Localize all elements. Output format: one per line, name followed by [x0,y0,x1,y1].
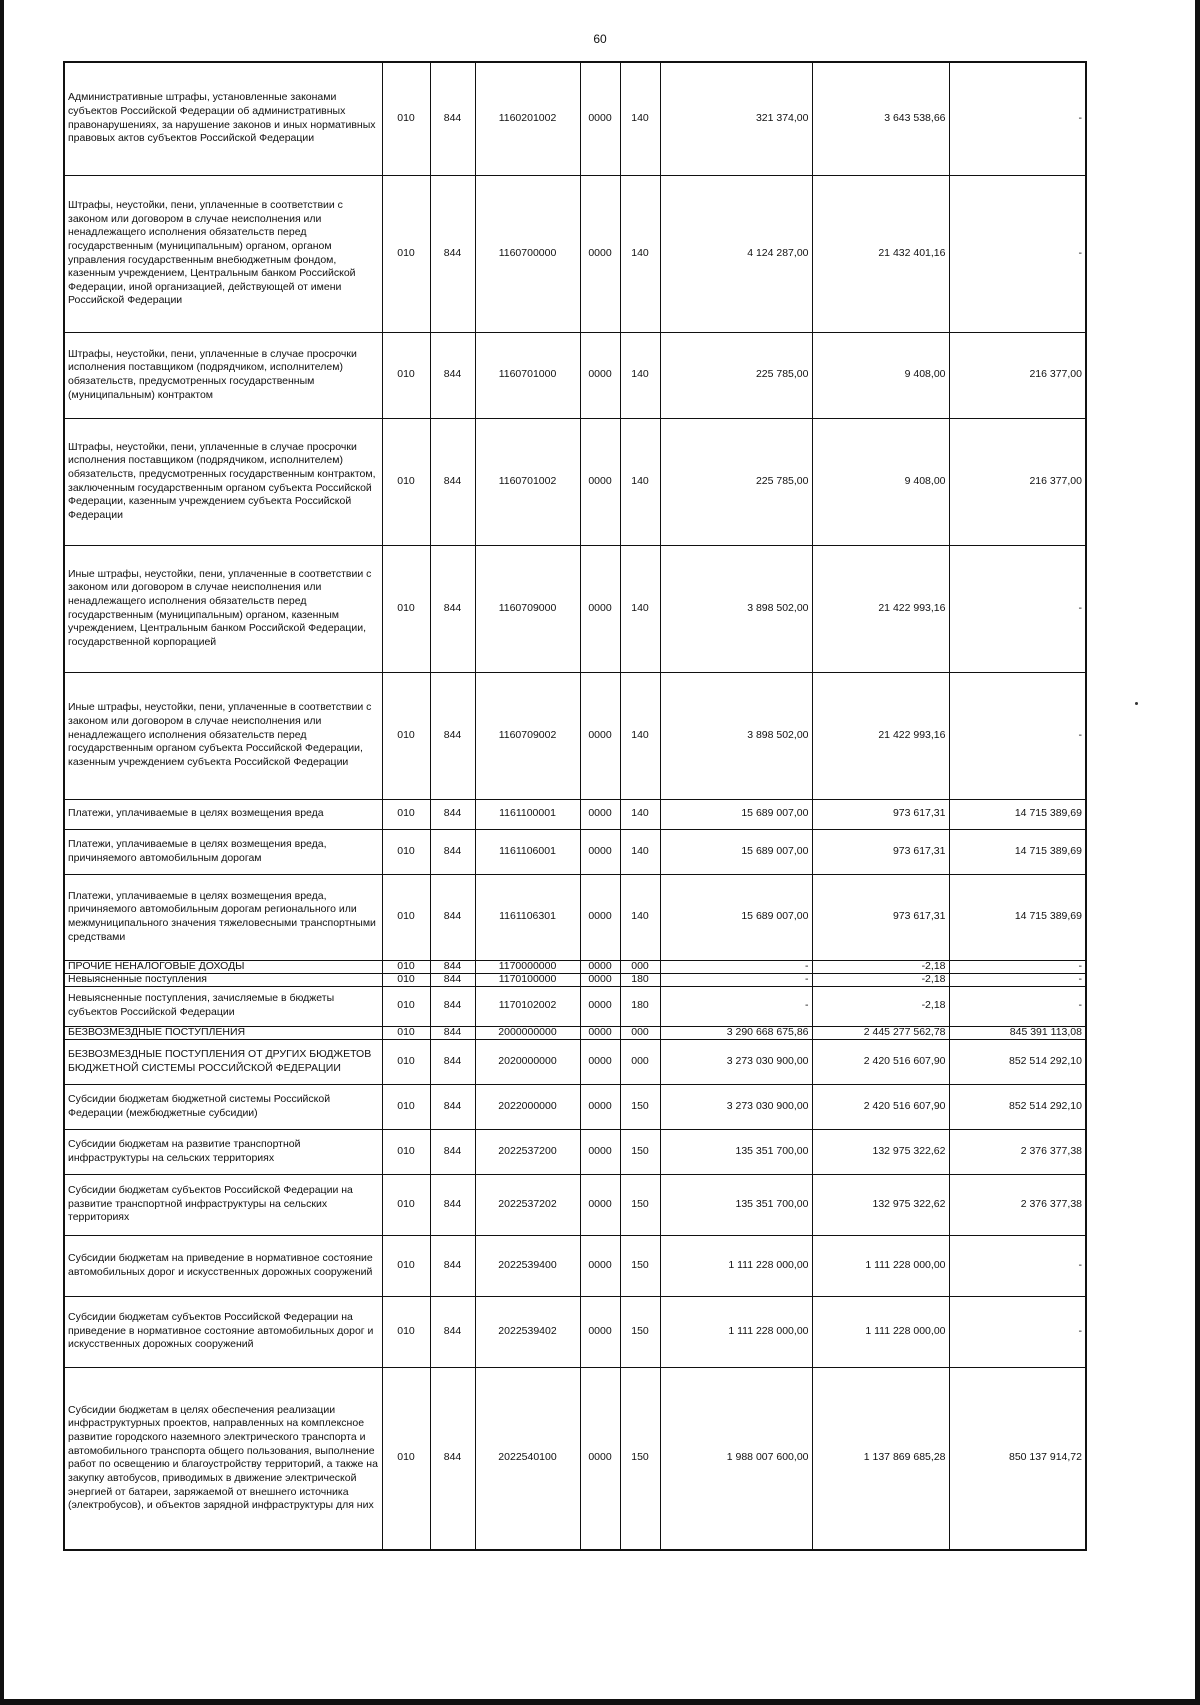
cell-code-5: 140 [620,672,660,799]
cell-code-4: 0000 [580,1084,620,1129]
row-description: Иные штрафы, неустойки, пени, уплаченные в соответствии с законом или договором в случае неисполнения или ненадлежащего исполнения обязательств перед государственным органом субъекта Российской Федерации, казенным учреждением субъекта Российской Федерации [64,672,382,799]
cell-code-1: 010 [382,1235,430,1296]
cell-code-4: 0000 [580,1039,620,1084]
cell-code-1: 010 [382,545,430,672]
cell-value-1: 3 290 668 675,86 [660,1026,812,1039]
cell-value-3: 2 376 377,38 [949,1174,1086,1235]
cell-code-2: 844 [430,986,475,1026]
cell-code-3: 1161106001 [475,829,580,874]
cell-value-3: - [949,960,1086,973]
cell-value-1: 15 689 007,00 [660,829,812,874]
cell-value-2: 21 422 993,16 [812,545,949,672]
cell-value-1: 15 689 007,00 [660,874,812,960]
table-row [64,874,1086,960]
cell-value-1: - [660,986,812,1026]
row-description: Субсидии бюджетам на приведение в нормативное состояние автомобильных дорог и искусственных дорожных сооружений [64,1235,382,1296]
cell-code-3: 2022539400 [475,1235,580,1296]
row-description: Административные штрафы, установленные законами субъектов Российской Федерации об административных правонарушениях, за нарушение законов и иных нормативных правовых актов субъектов Российской Федерации [64,62,382,175]
cell-code-4: 0000 [580,1235,620,1296]
cell-value-2: 2 445 277 562,78 [812,1026,949,1039]
cell-code-1: 010 [382,1174,430,1235]
cell-value-3: 14 715 389,69 [949,829,1086,874]
row-description: Субсидии бюджетам бюджетной системы Российской Федерации (межбюджетные субсидии) [64,1084,382,1129]
row-description: Платежи, уплачиваемые в целях возмещения вреда, причиняемого автомобильным дорогам регионального или межмуниципального значения тяжеловесными транспортными средствами [64,874,382,960]
cell-value-1: 1 988 007 600,00 [660,1367,812,1550]
cell-code-3: 1160709002 [475,672,580,799]
cell-code-2: 844 [430,332,475,418]
table-row [64,960,1086,973]
cell-code-4: 0000 [580,1129,620,1174]
cell-value-2: 3 643 538,66 [812,62,949,175]
cell-value-2: 9 408,00 [812,418,949,545]
table-row [64,1367,1086,1550]
cell-code-3: 2022537202 [475,1174,580,1235]
cell-code-4: 0000 [580,1174,620,1235]
row-description: Платежи, уплачиваемые в целях возмещения вреда, причиняемого автомобильным дорогам [64,829,382,874]
cell-code-2: 844 [430,1367,475,1550]
row-description: БЕЗВОЗМЕЗДНЫЕ ПОСТУПЛЕНИЯ ОТ ДРУГИХ БЮДЖЕТОВ БЮДЖЕТНОЙ СИСТЕМЫ РОССИЙСКОЙ ФЕДЕРАЦИИ [64,1039,382,1084]
cell-value-2: 1 111 228 000,00 [812,1296,949,1367]
cell-code-1: 010 [382,874,430,960]
cell-code-3: 2022537200 [475,1129,580,1174]
row-description: Штрафы, неустойки, пени, уплаченные в соответствии с законом или договором в случае неисполнения или ненадлежащего исполнения обязательств перед государственным (муниципальным) органом, органом управления государственным внебюджетным фондом, казенным учреждением, Центральным банком Российской Федерации, иной организацией, действующей от имени Российской Федерации [64,175,382,332]
cell-value-2: 2 420 516 607,90 [812,1039,949,1084]
table-row [64,986,1086,1026]
cell-value-1: 3 273 030 900,00 [660,1084,812,1129]
cell-code-3: 1170000000 [475,960,580,973]
cell-code-3: 2022539402 [475,1296,580,1367]
cell-code-1: 010 [382,829,430,874]
cell-code-4: 0000 [580,62,620,175]
cell-code-3: 1161106301 [475,874,580,960]
cell-value-3: - [949,545,1086,672]
cell-code-5: 140 [620,62,660,175]
cell-code-5: 150 [620,1296,660,1367]
cell-value-1: - [660,973,812,986]
cell-code-2: 844 [430,1039,475,1084]
row-description: Субсидии бюджетам субъектов Российской Федерации на приведение в нормативное состояние автомобильных дорог и искусственных дорожных сооружений [64,1296,382,1367]
cell-code-2: 844 [430,1129,475,1174]
cell-value-1: 4 124 287,00 [660,175,812,332]
cell-code-4: 0000 [580,1367,620,1550]
cell-code-5: 140 [620,874,660,960]
cell-code-2: 844 [430,672,475,799]
table-row [64,1084,1086,1129]
cell-code-1: 010 [382,1084,430,1129]
cell-code-2: 844 [430,960,475,973]
cell-value-3: 14 715 389,69 [949,799,1086,829]
cell-code-1: 010 [382,973,430,986]
cell-code-5: 000 [620,1039,660,1084]
cell-value-3: 2 376 377,38 [949,1129,1086,1174]
cell-value-3: - [949,672,1086,799]
cell-code-1: 010 [382,1129,430,1174]
cell-code-2: 844 [430,973,475,986]
cell-value-1: 321 374,00 [660,62,812,175]
row-description: Иные штрафы, неустойки, пени, уплаченные в соответствии с законом или договором в случае неисполнения или ненадлежащего исполнения обязательств перед государственным (муниципальным) органом, казенным учреждением, Центральным банком Российской Федерации, государственной корпорацией [64,545,382,672]
cell-code-4: 0000 [580,874,620,960]
cell-value-1: 3 898 502,00 [660,672,812,799]
cell-code-2: 844 [430,1174,475,1235]
cell-code-1: 010 [382,1296,430,1367]
cell-code-2: 844 [430,1235,475,1296]
row-description: ПРОЧИЕ НЕНАЛОГОВЫЕ ДОХОДЫ [64,960,382,973]
cell-code-2: 844 [430,1084,475,1129]
cell-code-3: 2000000000 [475,1026,580,1039]
cell-code-5: 140 [620,332,660,418]
cell-value-2: 9 408,00 [812,332,949,418]
table-row [64,799,1086,829]
cell-code-1: 010 [382,799,430,829]
cell-value-2: 1 111 228 000,00 [812,1235,949,1296]
cell-code-3: 1160201002 [475,62,580,175]
cell-code-5: 150 [620,1174,660,1235]
table-row [64,1039,1086,1084]
cell-code-5: 140 [620,418,660,545]
table-row [64,672,1086,799]
budget-revenue-table [63,61,1087,1551]
cell-value-3: 852 514 292,10 [949,1039,1086,1084]
cell-value-3: 216 377,00 [949,418,1086,545]
cell-value-2: 1 137 869 685,28 [812,1367,949,1550]
cell-code-4: 0000 [580,829,620,874]
table-row [64,1129,1086,1174]
scan-border-left [0,0,4,1705]
cell-code-5: 180 [620,973,660,986]
cell-value-2: 973 617,31 [812,799,949,829]
table-row [64,175,1086,332]
cell-value-3: - [949,175,1086,332]
cell-code-3: 1161100001 [475,799,580,829]
cell-code-1: 010 [382,1039,430,1084]
cell-code-5: 140 [620,175,660,332]
cell-code-4: 0000 [580,1026,620,1039]
cell-value-2: 2 420 516 607,90 [812,1084,949,1129]
cell-value-2: 132 975 322,62 [812,1174,949,1235]
page-number: 60 [593,32,607,46]
cell-code-2: 844 [430,1296,475,1367]
cell-code-1: 010 [382,986,430,1026]
cell-value-3: - [949,62,1086,175]
cell-code-4: 0000 [580,973,620,986]
cell-code-3: 1160701000 [475,332,580,418]
cell-code-1: 010 [382,1026,430,1039]
cell-code-2: 844 [430,1026,475,1039]
cell-code-4: 0000 [580,418,620,545]
cell-code-4: 0000 [580,960,620,973]
cell-value-3: - [949,973,1086,986]
cell-value-2: 21 432 401,16 [812,175,949,332]
cell-value-1: 1 111 228 000,00 [660,1296,812,1367]
row-description: Штрафы, неустойки, пени, уплаченные в случае просрочки исполнения поставщиком (подрядчиком, исполнителем) обязательств, предусмотренных государственным (муниципальным) контрактом [64,332,382,418]
cell-value-3: 850 137 914,72 [949,1367,1086,1550]
cell-code-4: 0000 [580,799,620,829]
cell-code-1: 010 [382,672,430,799]
cell-code-3: 2022540100 [475,1367,580,1550]
cell-code-1: 010 [382,1367,430,1550]
cell-value-2: 973 617,31 [812,874,949,960]
row-description: Невыясненные поступления [64,973,382,986]
table-row [64,62,1086,175]
scan-border-bottom [0,1699,1200,1705]
cell-code-1: 010 [382,175,430,332]
cell-code-5: 180 [620,986,660,1026]
cell-value-3: 852 514 292,10 [949,1084,1086,1129]
cell-code-2: 844 [430,62,475,175]
cell-code-5: 000 [620,1026,660,1039]
row-description: Субсидии бюджетам субъектов Российской Федерации на развитие транспортной инфраструктуры на сельских территориях [64,1174,382,1235]
cell-code-2: 844 [430,418,475,545]
table-body [64,62,1086,1550]
table-row [64,545,1086,672]
cell-value-1: 135 351 700,00 [660,1129,812,1174]
cell-code-1: 010 [382,418,430,545]
cell-value-1: - [660,960,812,973]
table-row [64,1174,1086,1235]
cell-value-1: 15 689 007,00 [660,799,812,829]
scan-speck [1135,702,1138,705]
cell-value-1: 225 785,00 [660,332,812,418]
cell-value-1: 3 898 502,00 [660,545,812,672]
table-row [64,1026,1086,1039]
cell-value-1: 225 785,00 [660,418,812,545]
cell-code-5: 140 [620,829,660,874]
row-description: БЕЗВОЗМЕЗДНЫЕ ПОСТУПЛЕНИЯ [64,1026,382,1039]
cell-value-2: 973 617,31 [812,829,949,874]
cell-value-2: 132 975 322,62 [812,1129,949,1174]
cell-code-2: 844 [430,175,475,332]
cell-code-5: 140 [620,545,660,672]
row-description: Субсидии бюджетам на развитие транспортной инфраструктуры на сельских территориях [64,1129,382,1174]
cell-code-5: 140 [620,799,660,829]
cell-value-2: 21 422 993,16 [812,672,949,799]
row-description: Субсидии бюджетам в целях обеспечения реализации инфраструктурных проектов, направленных на комплексное развитие городского наземного электрического транспорта и автомобильного транспорта общего пользования, выполнение работ по освещению и благоустройству территорий, а также на закупку автобусов, приводимых в движение электрической энергией от батареи, заряжаемой от внешнего источника (электробусов), и объектов зарядной инфраструктуры для них [64,1367,382,1550]
cell-value-3: 14 715 389,69 [949,874,1086,960]
row-description: Штрафы, неустойки, пени, уплаченные в случае просрочки исполнения поставщиком (подрядчиком, исполнителем) обязательств, предусмотренных государственным контрактом, заключенным государственным органом субъекта Российской Федерации, казенным учреждением субъекта Российской Федерации [64,418,382,545]
cell-code-3: 1170102002 [475,986,580,1026]
cell-code-2: 844 [430,545,475,672]
cell-code-5: 150 [620,1084,660,1129]
cell-code-5: 150 [620,1235,660,1296]
table-row [64,973,1086,986]
table-row [64,1296,1086,1367]
cell-value-3: 216 377,00 [949,332,1086,418]
cell-value-3: - [949,1296,1086,1367]
cell-code-5: 000 [620,960,660,973]
cell-code-2: 844 [430,874,475,960]
cell-value-3: - [949,986,1086,1026]
table-row [64,829,1086,874]
cell-code-3: 2022000000 [475,1084,580,1129]
cell-code-4: 0000 [580,545,620,672]
row-description: Невыясненные поступления, зачисляемые в бюджеты субъектов Российской Федерации [64,986,382,1026]
cell-value-1: 135 351 700,00 [660,1174,812,1235]
cell-code-4: 0000 [580,986,620,1026]
cell-code-3: 1170100000 [475,973,580,986]
cell-code-3: 1160701002 [475,418,580,545]
cell-value-2: -2,18 [812,960,949,973]
table-row [64,418,1086,545]
cell-value-1: 1 111 228 000,00 [660,1235,812,1296]
cell-value-2: -2,18 [812,973,949,986]
cell-code-1: 010 [382,960,430,973]
cell-code-5: 150 [620,1129,660,1174]
cell-value-2: -2,18 [812,986,949,1026]
cell-code-2: 844 [430,799,475,829]
table-row [64,332,1086,418]
scan-border-right [1195,0,1200,1705]
cell-code-4: 0000 [580,332,620,418]
cell-code-2: 844 [430,829,475,874]
cell-code-4: 0000 [580,672,620,799]
cell-code-1: 010 [382,332,430,418]
cell-code-5: 150 [620,1367,660,1550]
table-row [64,1235,1086,1296]
cell-code-3: 1160709000 [475,545,580,672]
cell-code-3: 2020000000 [475,1039,580,1084]
cell-code-3: 1160700000 [475,175,580,332]
cell-code-4: 0000 [580,175,620,332]
cell-value-3: - [949,1235,1086,1296]
cell-code-4: 0000 [580,1296,620,1367]
cell-code-1: 010 [382,62,430,175]
row-description: Платежи, уплачиваемые в целях возмещения вреда [64,799,382,829]
cell-value-3: 845 391 113,08 [949,1026,1086,1039]
cell-value-1: 3 273 030 900,00 [660,1039,812,1084]
